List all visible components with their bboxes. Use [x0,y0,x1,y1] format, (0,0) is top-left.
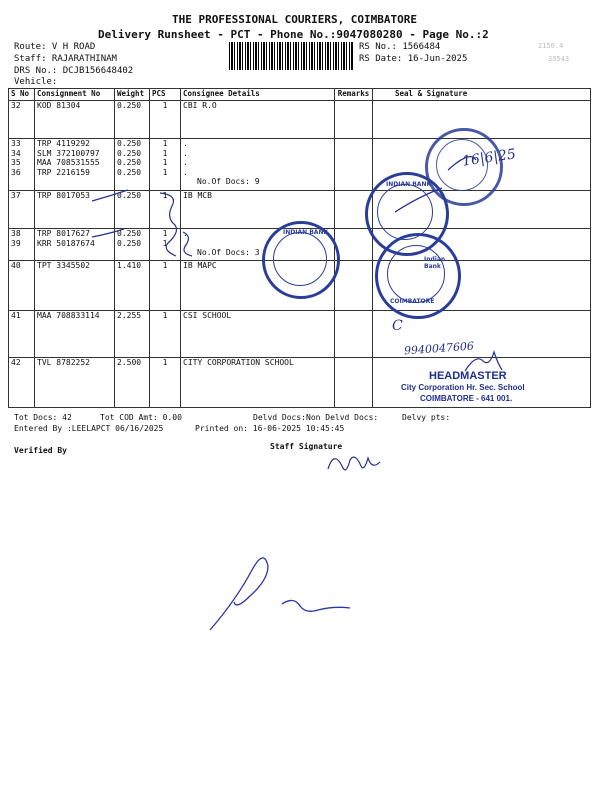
rs-date: RS Date: 16-Jun-2025 [359,54,468,64]
staff-label: Staff: RAJARATHINAM [14,54,117,64]
remarks-cell [335,311,373,358]
pcs-cell: 1 1 [150,229,181,261]
consignment-cell: TRP 8017627 KRR 50187674 [35,229,115,261]
corner-note: 33543 [548,55,570,63]
details-cell: CSI SCHOOL [181,311,335,358]
verification-signature [282,600,350,611]
barcode [229,42,353,70]
staff-signature [328,457,380,470]
route-label: Route: V H ROAD [14,42,96,52]
sno-cell: 42 [9,358,35,408]
staff-signature-label: Staff Signature [270,442,343,451]
remarks-cell [335,101,373,139]
delivery-points: Delvy pts: [402,413,451,422]
runsheet-subtitle: Delivery Runsheet - PCT - Phone No.:9047080280 - Page No.:2 [98,28,489,41]
sno-cell: 32 [9,101,35,139]
pcs-cell: 1 [150,311,181,358]
headmaster-stamp-title: HEADMASTER [429,370,507,382]
weight-cell: 1.410 [115,261,150,311]
headmaster-stamp-line: COIMBATORE - 641 001. [420,394,513,403]
consignment-cell: TRP 4119292 SLM 372100797 MAA 708531555 TRP 2216159 [35,139,115,191]
weight-cell: 0.250 0.250 [115,229,150,261]
pcs-cell: 1 [150,358,181,408]
bank-stamp: Indian Bank COIMBATORE [375,233,461,319]
column-header: Seal & Signature [373,89,591,101]
drs-number: DRS No.: DCJB156648402 [14,66,134,76]
consignment-cell: MAA 708833114 [35,311,115,358]
total-cod: Tot COD Amt: 0.00 [100,413,182,422]
pcs-cell: 1 [150,191,181,229]
sno-cell: 33 34 35 36 [9,139,35,191]
bank-stamp: INDIAN BANK [262,221,340,299]
handwritten-date: 16|6|25 [461,146,517,170]
details-cell: IB MAPC [181,261,335,311]
table-row [9,139,591,191]
delivered-docs: Delvd Docs: [253,413,306,422]
column-header: Consignment No [35,89,115,101]
column-header: PCS [150,89,181,101]
weight-cell: 2.500 [115,358,150,408]
remarks-cell [335,229,373,261]
rs-number: RS No.: 1566484 [359,42,441,52]
total-docs: Tot Docs: 42 [14,413,72,422]
printed-on: Printed on: 16-06-2025 10:45:45 [195,424,345,433]
sno-cell: 40 [9,261,35,311]
consignment-cell: TPT 3345502 [35,261,115,311]
remarks-cell [335,261,373,311]
weight-cell: 2.255 [115,311,150,358]
consignment-cell: KOD 81304 [35,101,115,139]
headmaster-stamp-line: City Corporation Hr. Sec. School [401,383,525,392]
remarks-cell [335,358,373,408]
weight-cell: 0.250 [115,191,150,229]
pcs-cell: 1 1 1 1 [150,139,181,191]
column-header: Remarks [335,89,373,101]
corner-note: 2150.4 [538,42,564,50]
column-header: S No [9,89,35,101]
handwritten-initials: C [392,318,403,334]
non-delivered-docs: Non Delvd Docs: [306,413,379,422]
weight-cell: 0.250 0.250 0.250 0.250 [115,139,150,191]
details-cell: . . No.Of Docs: 3 [181,229,335,261]
vehicle-label: Vehicle: [14,77,58,87]
details-cell: CBI R.O [181,101,335,139]
table-row [9,311,591,358]
pcs-cell: 1 [150,261,181,311]
verified-by: Verified By [14,446,67,455]
sno-cell: 38 39 [9,229,35,261]
table-row [9,101,591,139]
consignment-cell: TRP 8017053 [35,191,115,229]
remarks-cell [335,139,373,191]
bank-stamp: INDIAN BANK [365,172,449,256]
table-header-row [9,89,591,101]
handwritten-phone: 9940047606 [403,339,475,358]
details-cell: CITY CORPORATION SCHOOL [181,358,335,408]
weight-cell: 0.250 [115,101,150,139]
sno-cell: 37 [9,191,35,229]
column-header: Weight [115,89,150,101]
details-cell: . . . . No.Of Docs: 9 [181,139,335,191]
entered-by: Entered By :LEELAPCT 06/16/2025 [14,424,164,433]
verification-signature [210,558,268,630]
consignment-cell: TVL 8782252 [35,358,115,408]
sno-cell: 41 [9,311,35,358]
details-cell: IB MCB [181,191,335,229]
company-title: THE PROFESSIONAL COURIERS, COIMBATORE [172,13,418,26]
pcs-cell: 1 [150,101,181,139]
column-header: Consignee Details [181,89,335,101]
